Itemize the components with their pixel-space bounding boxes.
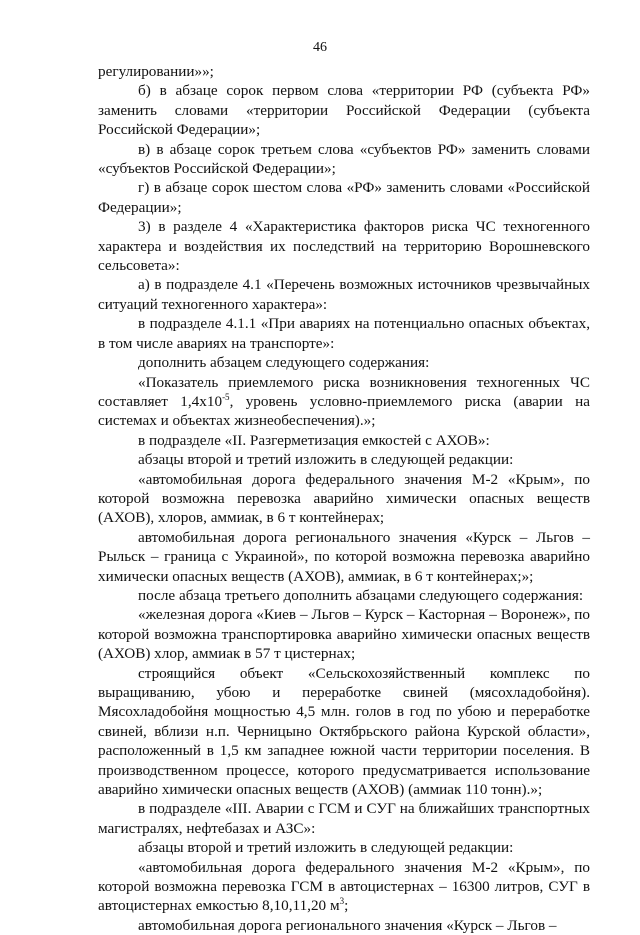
risk-text-after: , уровень условно-приемлемого риска (аварии на системах и объектах жизнеобеспечения).»; (98, 392, 590, 430)
paragraph-subsection-4-1-1: в подразделе 4.1.1 «При авариях на потенциально опасных объектах, в том числе авариях на транспорте»: (98, 315, 590, 352)
paragraph-add-abzac: дополнить абзацем следующего содержания: (138, 354, 430, 372)
paragraph-subsection-iii: в подразделе «III. Аварии с ГСМ и СУГ на ближайших транспортных магистралях, нефтебазах и АЗС»: (98, 800, 590, 837)
paragraph-item-b: б) в абзаце сорок первом слова «территории РФ (субъекта РФ» заменить словами «территории Российской Федерации (субъекта Российской Федерации»; (98, 82, 590, 139)
paragraph-item-g: г) в абзаце сорок шестом слова «РФ» заменить словами «Российской Федерации»; (98, 179, 590, 216)
paragraph-continuation: регулировании»»; (98, 63, 214, 80)
paragraph-m2-road-gsm (98, 858, 590, 916)
paragraph-risk-indicator (98, 373, 590, 431)
paragraph-subsection-4-1: а) в подразделе 4.1 «Перечень возможных источников чрезвычайных ситуаций техногенного характера»: (98, 276, 590, 313)
paragraph-second-third-2: абзацы второй и третий изложить в следующей редакции: (138, 839, 514, 857)
paragraph-regional-road-gsm: автомобильная дорога регионального значения «Курск – Льгов – (138, 916, 557, 934)
paragraph-second-third-1: абзацы второй и третий изложить в следующей редакции: (138, 451, 514, 469)
gsm-text-after: ; (344, 897, 349, 915)
paragraph-subsection-ii: в подразделе «II. Разгерметизация емкостей с АХОВ»: (138, 431, 490, 449)
page-number: 46 (313, 40, 327, 55)
document-body (98, 62, 590, 935)
gsm-text-before: «автомобильная дорога федерального значения М-2 «Крым», по которой возможна перевозка ГСМ в автоцистернах – 16300 литров, СУГ в автоцистернах емкостью 8,10,11,20 м (98, 858, 590, 915)
paragraph-regional-road-akhov: автомобильная дорога регионального значения «Курск – Льгов – Рыльск – граница с Украиной», по которой возможна перевозка аварийно химически опасных веществ (АХОВ), аммиак, в 6 т контейнерах;»; (98, 528, 590, 585)
paragraph-after-third: после абзаца третьего дополнить абзацами следующего содержания: (138, 586, 584, 604)
paragraph-m2-road-akhov: «автомобильная дорога федерального значения М-2 «Крым», по которой возможна перевозка аварийно химически опасных веществ (АХОВ), хлоров, аммиак, в 6 т контейнерах; (98, 470, 590, 527)
risk-exponent: -5 (222, 391, 230, 402)
risk-text-before: «Показатель приемлемого риска возникновения техногенных ЧС составляет 1,4х10 (98, 373, 590, 410)
paragraph-item-v: в) в абзаце сорок третьем слова «субъектов РФ» заменить словами «субъектов Российской Федерации»; (98, 140, 590, 178)
cubic-meter-superscript: 3 (339, 896, 345, 907)
paragraph-railway: «железная дорога «Киев – Льгов – Курск – Касторная – Воронеж», по которой возможна транспортировка аварийно химически опасных веществ (АХОВ) хлор, аммиак в 57 т цистернах; (98, 606, 590, 663)
paragraph-section-4: 3) в разделе 4 «Характеристика факторов риска ЧС техногенного характера и воздействия их последствий на территорию Ворошневского сельсовета»: (98, 218, 590, 275)
paragraph-pig-complex: строящийся объект «Сельскохозяйственный комплекс по выращиванию, убою и переработке свиней (мясохладобойня). Мясохладобойня мощностью 4,5 млн. голов в год по убою и переработке свиней, вблизи н.п. Черницыно Октябрьского района Курской области», расположенный в 1,5 км западнее южной части территории поселения. В производственном процессе, которого предусматривается использование аварийно химически опасных веществ (АХОВ) (аммиак 110 тонн).»; (98, 664, 590, 799)
